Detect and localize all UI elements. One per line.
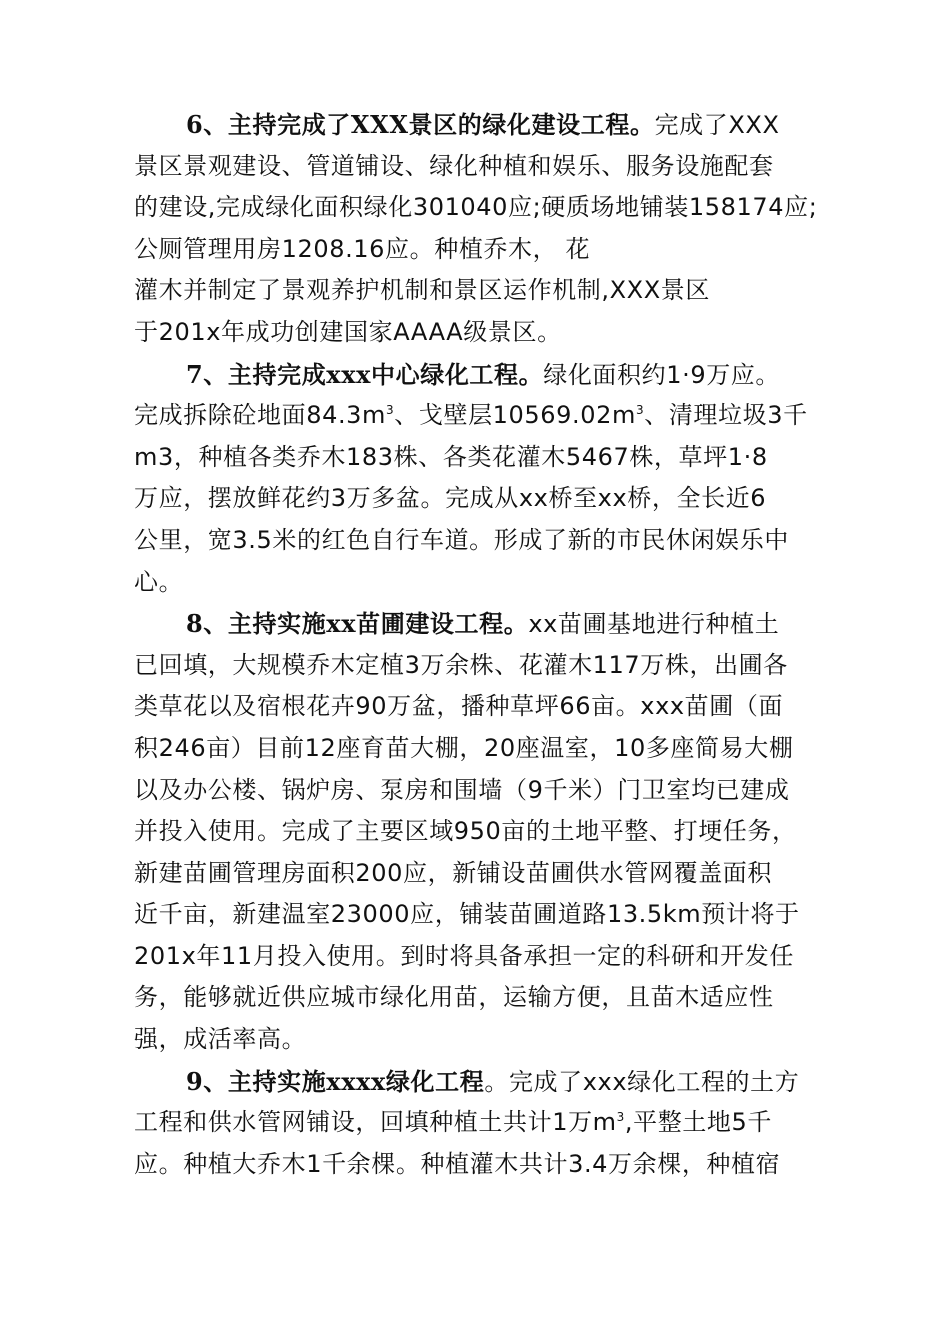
bold-heading-text: 6、主持完成了XXX景区的绿化建设工程。 xyxy=(186,110,655,139)
text-line xyxy=(134,312,834,354)
text-line xyxy=(134,1019,834,1061)
body-text: xx苗圃基地进行种植土 xyxy=(528,610,780,639)
body-text: 完成了XXX xyxy=(654,111,780,139)
text-line xyxy=(134,977,834,1019)
text-line xyxy=(134,437,834,479)
text-line xyxy=(134,936,834,978)
bold-heading-text: 8、主持实施xx苗圃建设工程。 xyxy=(186,609,529,639)
body-text: 、清理垃圾3千 xyxy=(644,401,808,430)
text-line xyxy=(134,603,834,645)
paragraph xyxy=(134,1061,834,1186)
body-text: 并投入使用。完成了主要区域950亩的土地平整、打埂任务， xyxy=(134,817,797,846)
text-line xyxy=(134,562,834,604)
text-line xyxy=(134,395,834,437)
body-text: 的建设,完成绿化面积绿化301040应;硬质场地铺装158174应; xyxy=(134,193,818,222)
body-text: 心。 xyxy=(134,567,184,596)
bold-heading-text: 7、主持完成xxx中心绿化工程。 xyxy=(186,359,544,389)
body-text: 。完成了xxx绿化工程的土方 xyxy=(484,1067,800,1096)
body-text: 灌木并制定了景观养护机制和景区运作机制,XXX景区 xyxy=(134,276,710,305)
text-line xyxy=(134,728,834,770)
text-line xyxy=(134,894,834,936)
body-text: 万应，摆放鲜花约3万多盆。完成从xx桥至xx桥，全长近6 xyxy=(134,484,767,513)
body-text: 新建苗圃管理房面积200应，新铺设苗圃供水管网覆盖面积 xyxy=(134,858,773,887)
body-text: 、戈壁层10569.02m xyxy=(394,401,636,430)
body-text: 完成拆除砼地面84.3m xyxy=(134,401,387,430)
body-text: 绿化面积约1·9万应。 xyxy=(543,360,781,389)
superscript: 3 xyxy=(386,403,395,418)
text-line xyxy=(134,853,834,895)
text-line xyxy=(134,229,834,271)
bold-heading-text: 9、主持实施xxxx绿化工程 xyxy=(186,1066,485,1096)
body-text: 已回填，大规模乔木定植3万余株、花灌木117万株，出圃各 xyxy=(134,650,788,679)
text-line xyxy=(134,270,834,312)
text-line xyxy=(134,104,834,146)
paragraph xyxy=(134,104,834,354)
body-text: 工程和供水管网铺设，回填种植土共计1万m xyxy=(134,1108,617,1137)
text-line xyxy=(134,1144,834,1186)
text-line xyxy=(134,686,834,728)
text-line xyxy=(134,645,834,687)
body-text: 公里，宽3.5米的红色自行车道。形成了新的市民休闲娱乐中 xyxy=(134,525,789,554)
document-body xyxy=(134,104,834,1185)
body-text: 201x年11月投入使用。到时将具备承担一定的科研和开发任 xyxy=(134,941,794,970)
body-text: 务，能够就近供应城市绿化用苗，运输方便，且苗木适应性 xyxy=(134,983,774,1012)
text-line xyxy=(134,770,834,812)
text-line xyxy=(134,187,834,229)
body-text: 强，成活率高。 xyxy=(134,1025,307,1054)
body-text: m3，种植各类乔木183株、各类花灌木5467株，草坪1·8 xyxy=(134,442,768,471)
text-line xyxy=(134,478,834,520)
paragraph xyxy=(134,603,834,1061)
superscript: 3 xyxy=(616,1110,625,1125)
text-line xyxy=(134,520,834,562)
body-text: 近千亩，新建温室23000应，铺装苗圃道路13.5km预计将于 xyxy=(134,900,800,929)
body-text: 景区景观建设、管道铺设、绿化种植和娱乐、服务设施配套 xyxy=(134,151,774,180)
body-text: 以及办公楼、锅炉房、泵房和围墙（9千米）门卫室均已建成 xyxy=(134,775,790,804)
body-text: 类草花以及宿根花卉90万盆，播种草坪66亩。xxx苗圃（面 xyxy=(134,692,784,721)
text-line xyxy=(134,1061,834,1103)
body-text: 积246亩）目前12座育苗大棚，20座温室，10多座简易大棚 xyxy=(134,733,794,762)
superscript: 3 xyxy=(635,403,645,418)
paragraph xyxy=(134,354,834,604)
body-text: 应。种植大乔木1千余棵。种植灌木共计3.4万余棵，种植宿 xyxy=(134,1149,781,1178)
text-line xyxy=(134,811,834,853)
text-line xyxy=(134,354,834,396)
body-text: ,平整土地5千 xyxy=(624,1108,773,1137)
text-line xyxy=(134,146,834,188)
body-text: 公厕管理用房1208.16应。种植乔木， 花 xyxy=(134,234,591,263)
text-line xyxy=(134,1102,834,1144)
body-text: 于201x年成功创建国家AAAA级景区。 xyxy=(134,317,562,346)
